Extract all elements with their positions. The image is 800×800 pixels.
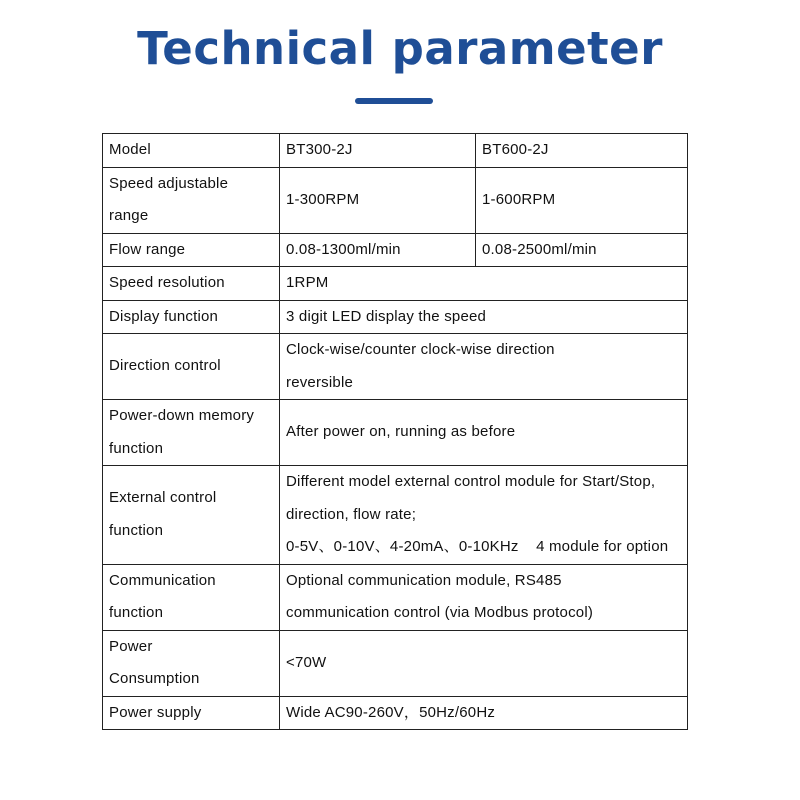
value-line: 0-5V、0-10V、4-20mA、0-10KHz 4 module for option	[286, 538, 669, 555]
row-label: Model	[103, 134, 280, 168]
table-row	[103, 167, 688, 233]
table-row	[103, 300, 688, 334]
title-underline	[355, 98, 433, 104]
row-value: 3 digit LED display the speed	[280, 300, 688, 334]
table-row	[103, 564, 688, 630]
table-row	[103, 466, 688, 565]
row-value: Wide AC90-260V，50Hz/60Hz	[280, 696, 688, 730]
table-row	[103, 233, 688, 267]
row-value: BT600-2J	[476, 134, 688, 168]
table-row	[103, 134, 688, 168]
row-label: Communication function	[103, 564, 280, 630]
row-label: Display function	[103, 300, 280, 334]
row-label: Power-down memory function	[103, 400, 280, 466]
row-value: BT300-2J	[280, 134, 476, 168]
row-label: Speed resolution	[103, 267, 280, 301]
row-label: Direction control	[103, 334, 280, 400]
row-value: Clock-wise/counter clock-wise direction reversible	[280, 334, 688, 400]
row-value: <70W	[280, 630, 688, 696]
row-label: Power Consumption	[103, 630, 280, 696]
row-label: Power supply	[103, 696, 280, 730]
row-label: Speed adjustable range	[103, 167, 280, 233]
row-value: 1-300RPM	[280, 167, 476, 233]
row-value	[280, 466, 688, 565]
row-value: 0.08-2500ml/min	[476, 233, 688, 267]
row-value: Optional communication module, RS485 communication control (via Modbus protocol)	[280, 564, 688, 630]
row-label: Flow range	[103, 233, 280, 267]
page-title: Technical parameter	[137, 22, 663, 75]
parameter-table	[102, 133, 688, 730]
table-row	[103, 696, 688, 730]
table-row	[103, 630, 688, 696]
row-value: 1RPM	[280, 267, 688, 301]
table-row	[103, 400, 688, 466]
row-label: External control function	[103, 466, 280, 565]
table-row	[103, 267, 688, 301]
row-value: 1-600RPM	[476, 167, 688, 233]
row-value: 0.08-1300ml/min	[280, 233, 476, 267]
table-row	[103, 334, 688, 400]
value-line: Different model external control module for Start/Stop, direction, flow rate;	[286, 473, 656, 523]
row-value: After power on, running as before	[280, 400, 688, 466]
